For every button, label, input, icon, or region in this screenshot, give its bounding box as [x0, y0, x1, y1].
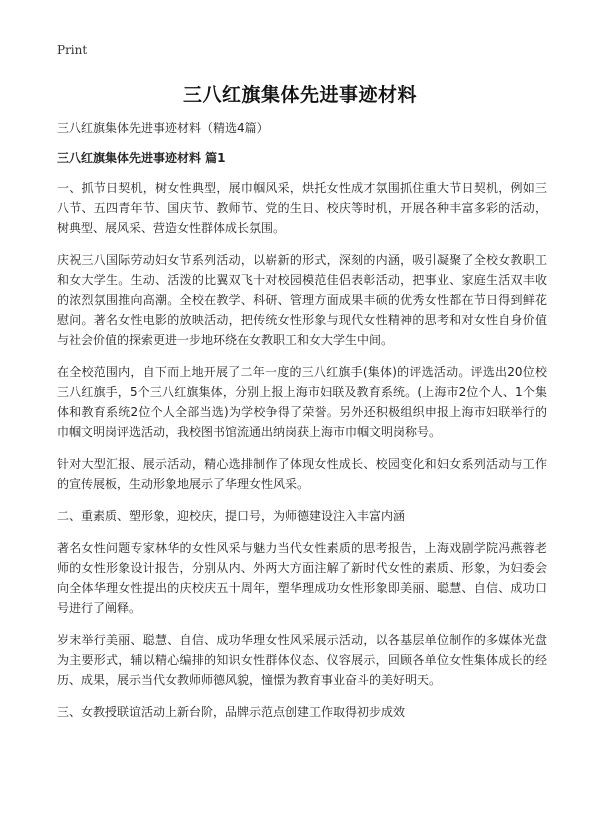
paragraph-1: 一、抓节日契机，树女性典型，展巾帼风采，烘托女性成才氛围抓住重大节日契机，例如三八节、五四青年节、国庆节、教师节、党的生日、校庆等时机，开展各种丰富多彩的活动，树典型、展风采、营造女性群体成长氛围。: [57, 181, 547, 235]
paragraph-2: 庆祝三八国际劳动妇女节系列活动，以崭新的形式，深刻的内涵，吸引凝聚了全校女教职工和女大学生。生动、活泼的比翼双飞十对校园模范佳侣表彰活动，把事业、家庭生活双丰收的浓烈氛围推向高潮。全校在教学、科研、管理方面成果丰硕的优秀女性都在节日得到鲜花慰问。著名女性电影的放映活动，把传统女性形象与现代女性精神的思考和对女性自身价值与社会价值的探索更进一步地环绕在女教职工和女大学生中间。: [57, 253, 547, 347]
document-body: [57, 118, 547, 734]
paragraph-3: 在全校范围内，自下而上地开展了二年一度的三八红旗手(集体)的评选活动。评选出20位校三八红旗手，5个三八红旗集体，分别上报上海市妇联及教育系统。(上海市2位个人、1个集体和教育系统2位个人全部当选)为学校争得了荣誉。另外还积极组织申报上海市妇联举行的巾帼文明岗评选活动，我校图书馆流通出纳岗获上海市巾帼文明岗称号。: [57, 365, 547, 439]
paragraph-4: 针对大型汇报、展示活动，精心选排制作了体现女性成长、校园变化和妇女系列活动与工作的宣传展板，生动形象地展示了华理女性风采。: [57, 457, 547, 491]
document-title: 三八红旗集体先进事迹材料: [182, 84, 417, 106]
paragraph-8: 三、女教授联谊活动上新台阶，品牌示范点创建工作取得初步成效: [57, 705, 406, 719]
document-subtitle: 三八红旗集体先进事迹材料（精选4篇）: [57, 121, 269, 135]
paragraph-7: 岁末举行美丽、聪慧、自信、成功华理女性风采展示活动，以各基层单位制作的多媒体光盘为主要形式，辅以精心编排的知识女性群体仪态、仪容展示，回顾各单位女性集体成长的经历、成果，展示当代女教师师德风貌，憧憬为教育事业奋斗的美好明天。: [57, 633, 547, 687]
print-label: Print: [57, 43, 88, 57]
section-heading: 三八红旗集体先进事迹材料 篇1: [57, 151, 226, 165]
paragraph-5: 二、重素质、塑形象，迎校庆，提口号，为师德建设注入丰富内涵: [57, 509, 406, 523]
paragraph-6: 著名女性问题专家林华的女性风采与魅力当代女性素质的思考报告，上海戏剧学院冯燕蓉老师的女性形象设计报告，分别从内、外两大方面注解了新时代女性的素质、形象，为妇委会向全体华理女性提出的庆校庆五十周年，塑华理成功女性形象即美丽、聪慧、自信、成功口号进行了阐释。: [57, 541, 547, 615]
